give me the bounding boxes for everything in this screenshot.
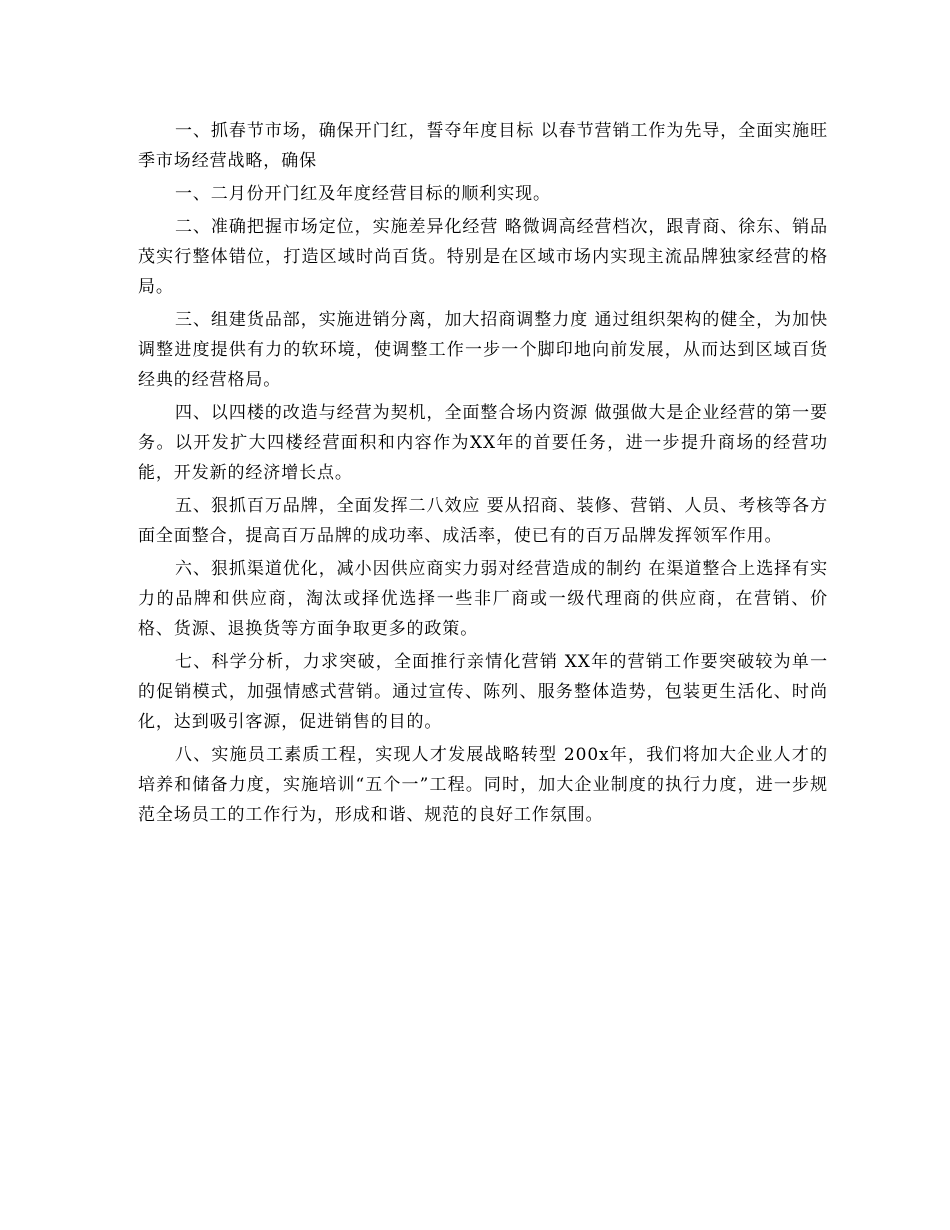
paragraph-4: 三、组建货品部，实施进销分离，加大招商调整力度 通过组织架构的健全，为加快调整进度提供有力的软环境，使调整工作一步一个脚印地向前发展，从而达到区域百货经典的经营格局。 bbox=[138, 310, 828, 390]
paragraph-6: 五、狠抓百万品牌，全面发挥二八效应 要从招商、装修、营销、人员、考核等各方面全面整合，提高百万品牌的成功率、成活率，使已有的百万品牌发挥领军作用。 bbox=[138, 496, 828, 546]
paragraph-1: 一、抓春节市场，确保开门红，誓夺年度目标 以春节营销工作为先导，全面实施旺季市场经营战略，确保 bbox=[138, 121, 828, 171]
paragraph-2: 一、二月份开门红及年度经营目标的顺利实现。 bbox=[175, 184, 551, 204]
paragraph-9: 八、实施员工素质工程，实现人才发展战略转型 200x年，我们将加大企业人才的培养和储备力度，实施培训“五个一”工程。同时，加大企业制度的执行力度，进一步规范全场员工的工作行为，形成和谐、规范的良好工作氛围。 bbox=[138, 745, 828, 825]
document-body bbox=[138, 116, 828, 833]
paragraph-3: 二、准确把握市场定位，实施差异化经营 略微调高经营档次，跟青商、徐东、销品茂实行整体错位，打造区域时尚百货。特别是在区域市场内实现主流品牌独家经营的格局。 bbox=[138, 217, 828, 297]
paragraph-8: 七、科学分析，力求突破，全面推行亲情化营销 XX年的营销工作要突破较为单一的促销模式，加强情感式营销。通过宣传、陈列、服务整体造势，包装更生活化、时尚化，达到吸引客源，促进销售的目的。 bbox=[138, 652, 828, 732]
paragraph-5: 四、以四楼的改造与经营为契机，全面整合场内资源 做强做大是企业经营的第一要务。以开发扩大四楼经营面积和内容作为XX年的首要任务，进一步提升商场的经营功能，开发新的经济增长点。 bbox=[138, 403, 828, 483]
paragraph-7: 六、狠抓渠道优化，减小因供应商实力弱对经营造成的制约 在渠道整合上选择有实力的品牌和供应商，淘汰或择优选择一些非厂商或一级代理商的供应商，在营销、价格、货源、退换货等方面争取更多的政策。 bbox=[138, 559, 828, 639]
